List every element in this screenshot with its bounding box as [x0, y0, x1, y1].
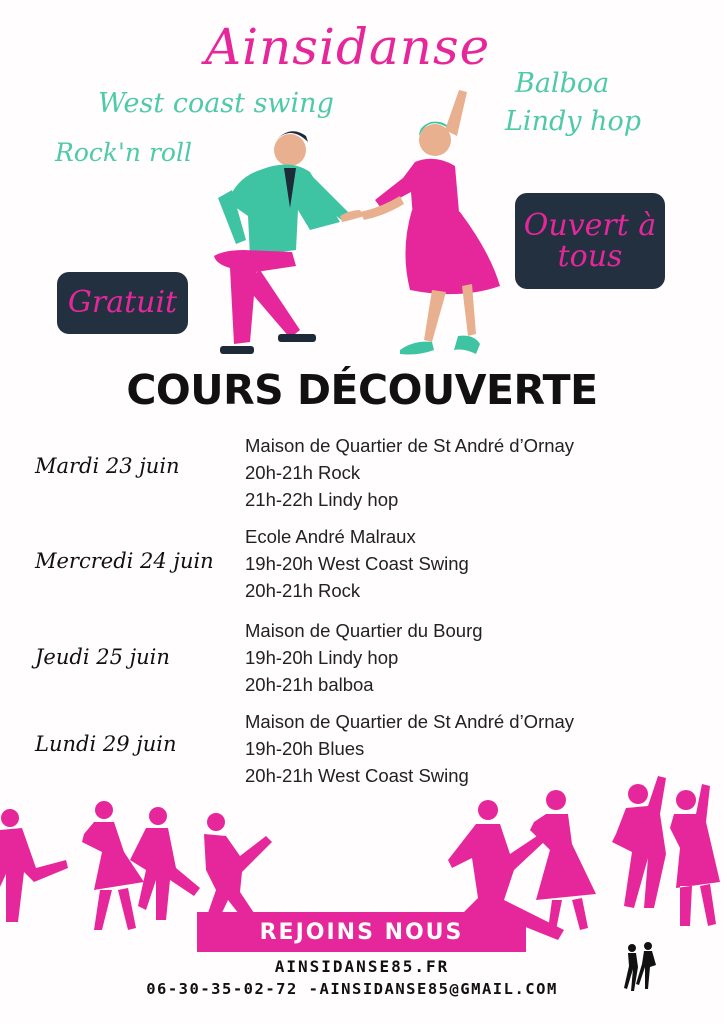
- contact-info[interactable]: 06-30-35-02-72 -AINSIDANSE85@GMAIL.COM: [146, 980, 558, 998]
- session-venue: Maison de Quartier de St André d’Ornay: [245, 711, 575, 732]
- session-slot: 21h-22h Lindy hop: [245, 489, 399, 510]
- session-info: [245, 432, 574, 513]
- free-label: Gratuit: [67, 285, 178, 321]
- session-slot: 20h-21h balboa: [245, 674, 374, 695]
- session-info: [245, 617, 483, 698]
- join-us-button[interactable]: REJOINS NOUS: [197, 912, 526, 952]
- session-venue: Maison de Quartier de St André d’Ornay: [245, 435, 575, 456]
- session-day: Jeudi 25 juin: [35, 645, 170, 669]
- session-slot: 19h-20h West Coast Swing: [245, 553, 469, 574]
- session-slot: 20h-21h West Coast Swing: [245, 765, 469, 786]
- session-day: Lundi 29 juin: [35, 732, 177, 756]
- brand-title: Ainsidanse: [205, 18, 491, 76]
- dance-style-rock-n-roll: Rock'n roll: [55, 138, 192, 167]
- session-venue: Maison de Quartier du Bourg: [245, 620, 483, 641]
- dancing-couple-illustration: [200, 70, 530, 370]
- dance-style-lindy-hop: Lindy hop: [505, 106, 642, 137]
- session-slot: 19h-20h Lindy hop: [245, 647, 399, 668]
- free-badge: [57, 272, 188, 334]
- woman-figure: [360, 90, 500, 355]
- open-to-all-label: Ouvert à tous: [523, 207, 657, 274]
- man-figure: [214, 131, 364, 354]
- session-info: [245, 523, 469, 604]
- headline: COURS DÉCOUVERTE: [126, 366, 598, 414]
- open-to-all-badge: [515, 193, 665, 289]
- session-venue: Ecole André Malraux: [245, 526, 416, 547]
- website-link[interactable]: AINSIDANSE85.FR: [274, 957, 450, 976]
- session-slot: 20h-21h Rock: [245, 580, 361, 601]
- dance-style-balboa: Balboa: [515, 68, 610, 99]
- session-slot: 19h-20h Blues: [245, 738, 365, 759]
- session-slot: 20h-21h Rock: [245, 462, 361, 483]
- session-day: Mardi 23 juin: [35, 454, 180, 478]
- mini-dancers-icon: [620, 940, 660, 996]
- dance-style-west-coast-swing: West coast swing: [98, 88, 334, 119]
- session-day: Mercredi 24 juin: [35, 549, 214, 573]
